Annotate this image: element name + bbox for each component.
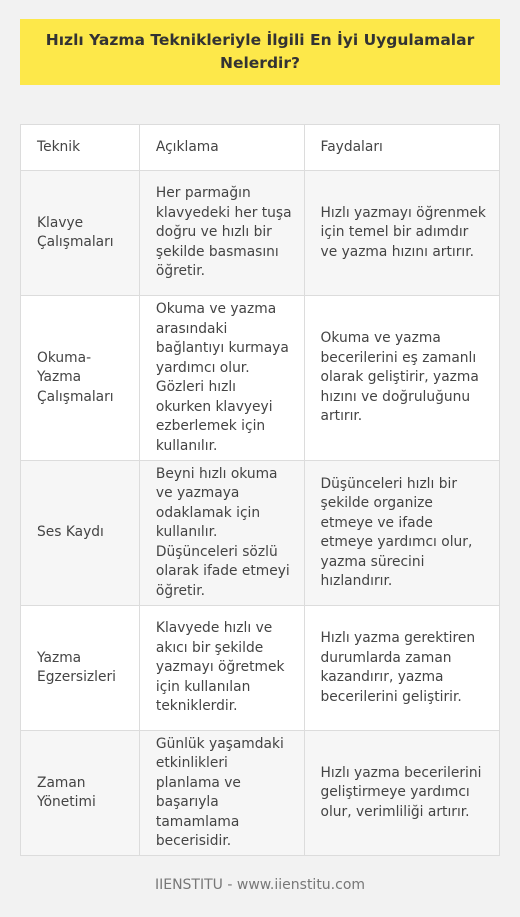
techniques-table xyxy=(20,124,500,856)
cell-teknik: Klavye Çalışmaları xyxy=(21,171,140,296)
cell-faydalari: Hızlı yazma gerektiren durumlarda zaman kazandırır, yazma becerilerini geliştirir. xyxy=(304,606,499,731)
cell-teknik: Zaman Yönetimi xyxy=(21,731,140,856)
column-header-aciklama: Açıklama xyxy=(139,125,304,171)
cell-aciklama: Okuma ve yazma arasındaki bağlantıyı kurmaya yardımcı olur. Gözleri hızlı okurken klavyeyi ezberlemek için kullanılır. xyxy=(139,296,304,461)
table-header-row xyxy=(21,125,500,171)
cell-faydalari: Okuma ve yazma becerilerini eş zamanlı olarak geliştirir, yazma hızını ve doğruluğunu artırır. xyxy=(304,296,499,461)
cell-aciklama: Günlük yaşamdaki etkinlikleri planlama ve başarıyla tamamlama becerisidir. xyxy=(139,731,304,856)
cell-teknik: Yazma Egzersizleri xyxy=(21,606,140,731)
column-header-faydalari: Faydaları xyxy=(304,125,499,171)
footer-credit: IIENSTITU - www.iienstitu.com xyxy=(154,877,366,893)
cell-faydalari: Düşünceleri hızlı bir şekilde organize etmeye ve ifade etmeye yardımcı olur, yazma sürecini hızlandırır. xyxy=(304,461,499,606)
cell-aciklama: Klavyede hızlı ve akıcı bir şekilde yazmayı öğretmek için kullanılan tekniklerdir. xyxy=(139,606,304,731)
title-banner xyxy=(20,19,500,85)
page-title: Hızlı Yazma Teknikleriyle İlgili En İyi Uygulamalar Nelerdir? xyxy=(45,31,475,72)
cell-aciklama: Her parmağın klavyedeki her tuşa doğru ve hızlı bir şekilde basmasını öğretir. xyxy=(139,171,304,296)
cell-faydalari: Hızlı yazmayı öğrenmek için temel bir adımdır ve yazma hızını artırır. xyxy=(304,171,499,296)
table-row xyxy=(21,296,500,461)
table-row xyxy=(21,461,500,606)
cell-aciklama: Beyni hızlı okuma ve yazmaya odaklamak için kullanılır. Düşünceleri sözlü olarak ifade etmeyi öğretir. xyxy=(139,461,304,606)
table-row xyxy=(21,731,500,856)
cell-faydalari: Hızlı yazma becerilerini geliştirmeye yardımcı olur, verimliliği artırır. xyxy=(304,731,499,856)
cell-teknik: Ses Kaydı xyxy=(21,461,140,606)
cell-teknik: Okuma-Yazma Çalışmaları xyxy=(21,296,140,461)
table-row xyxy=(21,606,500,731)
table-row xyxy=(21,171,500,296)
column-header-teknik: Teknik xyxy=(21,125,140,171)
